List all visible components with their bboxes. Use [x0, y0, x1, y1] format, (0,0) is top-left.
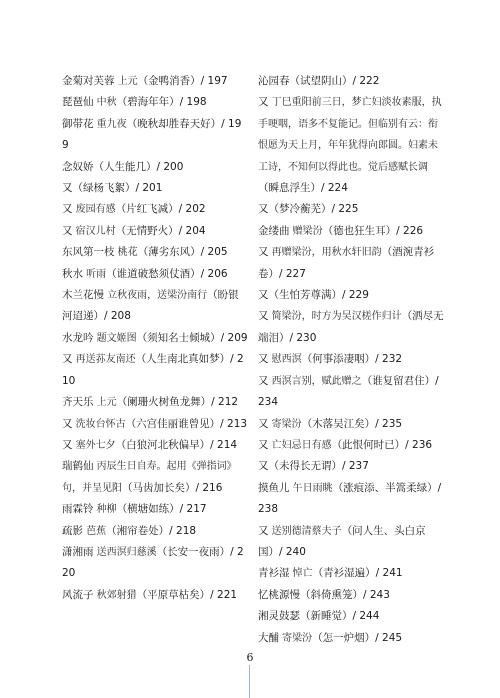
- toc-entry: [62, 264, 248, 285]
- entry-first-line-and-page: （薄劣东风）/ 205: [137, 246, 228, 259]
- entry-title: 青衫湿: [258, 567, 290, 580]
- toc-entry: [62, 114, 248, 157]
- entry-subtitle: 再赠梁汾，用秋水轩旧韵: [268, 247, 382, 259]
- entry-subtitle: 废园有感: [72, 204, 116, 216]
- toc-entry: [62, 71, 248, 92]
- entry-first-line-and-page: （梦冷蘅芜）/ 225: [268, 203, 359, 216]
- toc-entry: [258, 563, 446, 584]
- entry-subtitle: 寄梁汾: [279, 632, 313, 644]
- entry-title: 瑞鹤仙: [62, 460, 94, 473]
- entry-subtitle: 塞外七夕: [72, 439, 116, 451]
- toc-entry: [258, 585, 446, 606]
- entry-title: 又: [258, 417, 269, 430]
- entry-first-line-and-page: （问人生、头白京国）/ 240: [258, 524, 426, 558]
- toc-entry: [62, 499, 248, 520]
- toc-entry: [258, 371, 446, 414]
- entry-title: 又: [258, 374, 269, 387]
- entry-first-line-and-page: （片红飞减）/ 202: [115, 203, 206, 216]
- toc-entry: [258, 306, 446, 349]
- entry-title: 又: [62, 224, 73, 237]
- entry-subtitle: 重九夜: [93, 118, 127, 130]
- entry-subtitle: 上元: [114, 76, 138, 87]
- entry-title: 御带花: [62, 117, 94, 130]
- entry-subtitle: 宿汉儿村: [72, 225, 116, 237]
- toc-entry: [258, 285, 446, 306]
- toc-entry: [62, 521, 248, 542]
- entry-title: 齐天乐: [62, 396, 94, 409]
- entry-title: 大酺: [258, 631, 279, 644]
- entry-title: 又: [62, 417, 73, 430]
- entry-first-line-and-page: （碧海年年）/ 198: [116, 96, 207, 109]
- entry-subtitle: 桃花: [114, 247, 138, 259]
- entry-first-line-and-page: （谁复留君住）/ 234: [258, 374, 439, 409]
- toc-entry: [62, 585, 248, 606]
- entry-first-line-and-page: （六宫佳丽谁曾见）/ 213: [125, 417, 248, 430]
- entry-subtitle: 再送荪友南还: [72, 354, 136, 366]
- toc-entry: [258, 349, 446, 370]
- entry-first-line-and-page: （新睡觉）/ 244: [300, 610, 380, 623]
- entry-first-line-and-page: （阑珊火树鱼龙舞）/ 212: [116, 396, 239, 409]
- entry-subtitle: 悼亡: [289, 568, 313, 580]
- entry-first-line-and-page: （谁道破愁须仗酒）/ 206: [106, 267, 228, 280]
- entry-first-line-and-page: （平原草枯矣）/ 221: [136, 588, 238, 601]
- entry-first-line-and-page: （未得长无谓）/ 237: [268, 460, 369, 473]
- entry-title: 又: [62, 203, 73, 216]
- entry-first-line-and-page: （木落吴江矣）/ 235: [301, 417, 403, 430]
- toc-entry: [258, 92, 446, 199]
- entry-first-line-and-page: （绿杨飞絮）/ 201: [72, 182, 163, 195]
- toc-entry: [258, 435, 446, 456]
- entry-title: 忆桃源慢: [258, 588, 300, 601]
- entry-title: 木兰花慢: [62, 289, 104, 302]
- toc-entry: [62, 328, 248, 349]
- entry-title: 琵琶仙: [62, 96, 94, 109]
- entry-first-line-and-page: （马齿加长矣）/ 216: [122, 481, 223, 494]
- entry-first-line-and-page: （酒涴青衫卷）/ 227: [258, 246, 435, 280]
- toc-entry: [258, 199, 446, 220]
- entry-first-line-and-page: （须知名士倾城）/ 209: [136, 331, 248, 344]
- entry-subtitle: 中秋: [93, 97, 117, 109]
- entry-title: 又: [258, 96, 269, 109]
- toc-right-column: [258, 71, 446, 649]
- entry-title: 又: [258, 289, 269, 302]
- toc-entry: [258, 414, 446, 435]
- entry-subtitle: 芭蕉: [83, 525, 107, 537]
- entry-first-line-and-page: （长安一夜雨）/ 220: [62, 545, 244, 580]
- entry-subtitle: 秋郊射猎: [93, 589, 137, 601]
- entry-title: 又: [258, 310, 269, 323]
- entry-title: 湘灵鼓瑟: [258, 610, 300, 623]
- entry-title: 风流子: [62, 588, 94, 601]
- entry-title: 又: [258, 203, 269, 216]
- entry-subtitle: 简梁汾，时方为吴汉槎作归计: [268, 311, 402, 323]
- entry-subtitle: 午日雨眺: [289, 482, 333, 494]
- entry-subtitle: 寄梁汾: [268, 418, 302, 430]
- entry-title: 又: [258, 438, 269, 451]
- toc-entry: [62, 435, 248, 456]
- toc-entry: [62, 285, 248, 328]
- entry-first-line-and-page: （瞬息浮生）/ 224: [258, 182, 348, 195]
- toc-entry: [258, 478, 446, 521]
- entry-title: 又: [62, 182, 73, 195]
- toc-entry: [258, 456, 446, 477]
- entry-subtitle: 听雨: [83, 268, 107, 280]
- toc-entry: [62, 392, 248, 413]
- toc-entry: [258, 521, 446, 564]
- entry-subtitle: 题文姬图: [93, 332, 137, 344]
- toc-entry: [62, 242, 248, 263]
- entry-subtitle: 立秋夜雨，送梁汾南行: [104, 290, 208, 302]
- entry-title: 又: [258, 246, 269, 259]
- entry-title: 又: [258, 524, 269, 537]
- entry-first-line-and-page: （湘帘卷处）/ 218: [106, 524, 197, 537]
- entry-first-line-and-page: （人生南北真如梦）/ 210: [62, 353, 244, 387]
- toc-entry: [62, 542, 248, 585]
- toc-entry: [258, 606, 446, 627]
- entry-title: 金菊对芙蓉: [62, 75, 115, 87]
- entry-first-line-and-page: （盼银河迢递）/ 208: [62, 289, 239, 323]
- entry-subtitle: 亡妇忌日有感: [268, 439, 332, 451]
- entry-first-line-and-page: （此恨何时已）/ 236: [331, 438, 433, 451]
- toc-entry: [62, 414, 248, 435]
- entry-first-line-and-page: （青衫湿遍）/ 241: [312, 567, 403, 580]
- entry-title: 又: [258, 353, 269, 366]
- toc-entry: [62, 92, 248, 113]
- entry-subtitle: 种柳: [93, 504, 117, 516]
- entry-first-line-and-page: （洒尽无端泪）/ 230: [258, 310, 444, 344]
- entry-subtitle: 送别德清蔡夫子: [268, 525, 342, 537]
- entry-subtitle: 丙辰生日自寿。起用《弹指词》句，并呈见阳: [62, 461, 237, 494]
- entry-first-line-and-page: （涨痕添、半篙柔绿）/ 238: [258, 481, 442, 516]
- entry-first-line-and-page: （晚秋却胜春天好）/ 199: [62, 117, 242, 152]
- entry-first-line-and-page: （何事添凄咽）/ 232: [301, 353, 403, 366]
- toc-entry: [62, 199, 248, 220]
- entry-first-line-and-page: （无情野火）/ 204: [115, 224, 206, 237]
- entry-title: 又: [62, 438, 73, 451]
- entry-subtitle: 送西溟归慈溪: [93, 546, 157, 558]
- entry-title: 又: [258, 460, 269, 473]
- toc-entry: [62, 221, 248, 242]
- entry-first-line-and-page: （斜倚熏笼）/ 243: [300, 588, 390, 601]
- entry-subtitle: 西溟言别，赋此赠之: [268, 375, 362, 387]
- entry-title: 又: [62, 353, 73, 366]
- toc-entry: [62, 456, 248, 499]
- toc-entry: [62, 157, 248, 178]
- entry-title: 水龙吟: [62, 331, 94, 344]
- entry-title: 雨霖铃: [62, 503, 94, 516]
- toc-entry: [258, 221, 446, 242]
- entry-first-line-and-page: （金鸭消香）/ 197: [137, 75, 228, 87]
- toc-entry: [62, 178, 248, 199]
- entry-first-line-and-page: （白狼河北秋偏早）/ 214: [115, 438, 238, 451]
- entry-title: 金缕曲: [258, 224, 290, 237]
- toc-entry: [258, 628, 446, 649]
- entry-title: 念奴娇: [62, 160, 94, 173]
- entry-first-line-and-page: （人生能几）/ 200: [93, 160, 184, 173]
- entry-first-line-and-page: （德也狂生耳）/ 226: [322, 224, 424, 237]
- entry-subtitle: 赠梁汾: [289, 225, 323, 237]
- toc-entry: [258, 242, 446, 285]
- page-number: 6: [238, 651, 262, 665]
- entry-subtitle: 丁巳重阳前三日，梦亡妇淡妆素服，执手哽咽，语多不复能记。但临别有云：衔恨愿为天上月，年年犹得向郎圆。妇素未工诗，不知何以得此也。觉后感赋长调: [258, 97, 442, 173]
- entry-title: 秋水: [62, 267, 83, 280]
- entry-first-line-and-page: （生怕芳尊满）/ 229: [268, 289, 369, 302]
- entry-title: 摸鱼儿: [258, 481, 290, 494]
- entry-subtitle: 慰西溟: [268, 354, 302, 366]
- entry-first-line-and-page: （横塘如练）/ 217: [116, 503, 207, 516]
- entry-title: 疏影: [62, 524, 83, 537]
- toc-entry: [258, 71, 446, 92]
- entry-subtitle: 上元: [93, 397, 117, 409]
- toc-left-column: [62, 71, 248, 606]
- entry-first-line-and-page: （试望阴山）/ 222: [289, 75, 380, 87]
- entry-first-line-and-page: （怎一炉烟）/ 245: [312, 631, 403, 644]
- entry-title: 东风第一枝: [62, 246, 115, 259]
- entry-subtitle: 洗妆台怀古: [72, 418, 126, 430]
- entry-title: 沁园春: [258, 75, 290, 87]
- toc-entry: [62, 349, 248, 392]
- entry-title: 潇湘雨: [62, 545, 94, 558]
